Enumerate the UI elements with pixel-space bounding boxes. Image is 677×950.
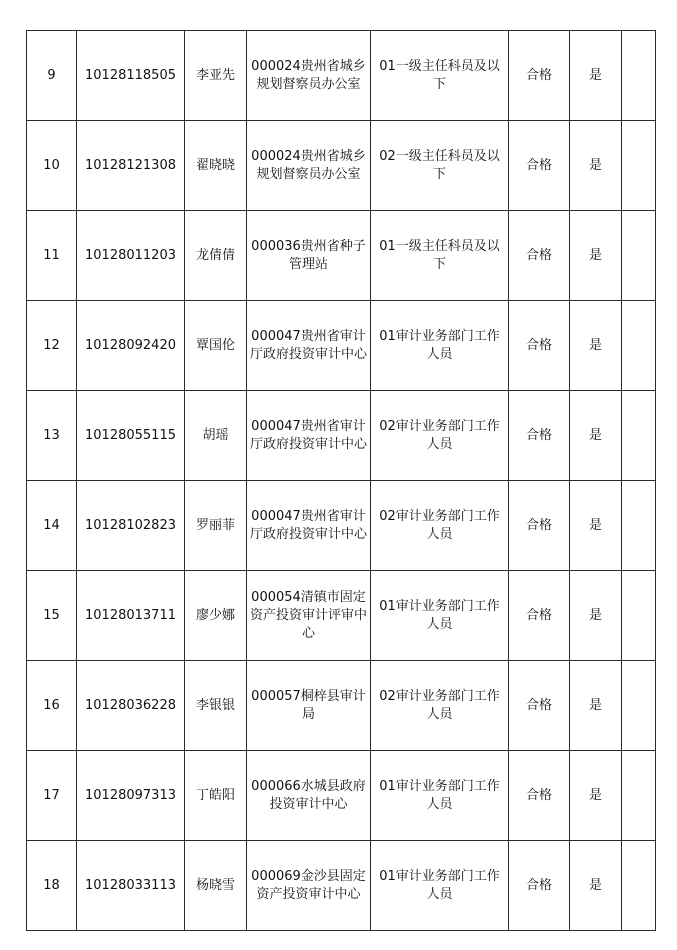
seq-cell: 13 (27, 391, 77, 481)
remark-cell (622, 391, 656, 481)
table-row (27, 121, 656, 211)
remark-cell (622, 841, 656, 931)
unit-cell: 000024贵州省城乡规划督察员办公室 (247, 31, 371, 121)
name-cell: 李亚先 (185, 31, 247, 121)
unit-cell: 000057桐梓县审计局 (247, 661, 371, 751)
seq-cell: 17 (27, 751, 77, 841)
seq-cell: 15 (27, 571, 77, 661)
results-sheet (26, 30, 655, 931)
flag-cell: 是 (570, 841, 622, 931)
name-cell: 龙倩倩 (185, 211, 247, 301)
unit-cell: 000047贵州省审计厅政府投资审计中心 (247, 391, 371, 481)
table-row (27, 571, 656, 661)
result-cell: 合格 (509, 841, 570, 931)
remark-cell (622, 481, 656, 571)
result-cell: 合格 (509, 31, 570, 121)
exam-number-cell: 10128033113 (77, 841, 185, 931)
result-cell: 合格 (509, 571, 570, 661)
result-cell: 合格 (509, 661, 570, 751)
result-cell: 合格 (509, 391, 570, 481)
seq-cell: 16 (27, 661, 77, 751)
flag-cell: 是 (570, 31, 622, 121)
post-cell: 01审计业务部门工作人员 (371, 751, 509, 841)
remark-cell (622, 31, 656, 121)
table-row (27, 481, 656, 571)
table-row (27, 301, 656, 391)
exam-number-cell: 10128102823 (77, 481, 185, 571)
remark-cell (622, 751, 656, 841)
flag-cell: 是 (570, 211, 622, 301)
remark-cell (622, 661, 656, 751)
result-cell: 合格 (509, 481, 570, 571)
remark-cell (622, 571, 656, 661)
exam-number-cell: 10128121308 (77, 121, 185, 211)
table-row (27, 841, 656, 931)
flag-cell: 是 (570, 751, 622, 841)
name-cell: 李银银 (185, 661, 247, 751)
name-cell: 覃国伦 (185, 301, 247, 391)
seq-cell: 10 (27, 121, 77, 211)
exam-number-cell: 10128055115 (77, 391, 185, 481)
name-cell: 丁皓阳 (185, 751, 247, 841)
table-row (27, 751, 656, 841)
seq-cell: 18 (27, 841, 77, 931)
result-cell: 合格 (509, 751, 570, 841)
remark-cell (622, 301, 656, 391)
results-body (27, 31, 656, 931)
name-cell: 胡瑶 (185, 391, 247, 481)
post-cell: 01审计业务部门工作人员 (371, 301, 509, 391)
table-row (27, 661, 656, 751)
unit-cell: 000047贵州省审计厅政府投资审计中心 (247, 481, 371, 571)
exam-number-cell: 10128013711 (77, 571, 185, 661)
exam-number-cell: 10128092420 (77, 301, 185, 391)
post-cell: 02一级主任科员及以下 (371, 121, 509, 211)
result-cell: 合格 (509, 121, 570, 211)
seq-cell: 9 (27, 31, 77, 121)
flag-cell: 是 (570, 571, 622, 661)
flag-cell: 是 (570, 481, 622, 571)
flag-cell: 是 (570, 301, 622, 391)
table-row (27, 211, 656, 301)
post-cell: 01审计业务部门工作人员 (371, 571, 509, 661)
post-cell: 02审计业务部门工作人员 (371, 391, 509, 481)
results-table (26, 30, 656, 931)
post-cell: 01一级主任科员及以下 (371, 31, 509, 121)
table-row (27, 31, 656, 121)
remark-cell (622, 121, 656, 211)
seq-cell: 12 (27, 301, 77, 391)
exam-number-cell: 10128036228 (77, 661, 185, 751)
exam-number-cell: 10128118505 (77, 31, 185, 121)
name-cell: 罗丽菲 (185, 481, 247, 571)
flag-cell: 是 (570, 121, 622, 211)
flag-cell: 是 (570, 661, 622, 751)
unit-cell: 000036贵州省种子管理站 (247, 211, 371, 301)
unit-cell: 000047贵州省审计厅政府投资审计中心 (247, 301, 371, 391)
result-cell: 合格 (509, 211, 570, 301)
seq-cell: 14 (27, 481, 77, 571)
post-cell: 02审计业务部门工作人员 (371, 661, 509, 751)
unit-cell: 000069金沙县固定资产投资审计中心 (247, 841, 371, 931)
name-cell: 杨晓雪 (185, 841, 247, 931)
name-cell: 廖少娜 (185, 571, 247, 661)
table-row (27, 391, 656, 481)
name-cell: 翟晓晓 (185, 121, 247, 211)
flag-cell: 是 (570, 391, 622, 481)
seq-cell: 11 (27, 211, 77, 301)
unit-cell: 000066水城县政府投资审计中心 (247, 751, 371, 841)
remark-cell (622, 211, 656, 301)
exam-number-cell: 10128011203 (77, 211, 185, 301)
result-cell: 合格 (509, 301, 570, 391)
exam-number-cell: 10128097313 (77, 751, 185, 841)
unit-cell: 000054清镇市固定资产投资审计评审中心 (247, 571, 371, 661)
post-cell: 01审计业务部门工作人员 (371, 841, 509, 931)
post-cell: 01一级主任科员及以下 (371, 211, 509, 301)
unit-cell: 000024贵州省城乡规划督察员办公室 (247, 121, 371, 211)
post-cell: 02审计业务部门工作人员 (371, 481, 509, 571)
